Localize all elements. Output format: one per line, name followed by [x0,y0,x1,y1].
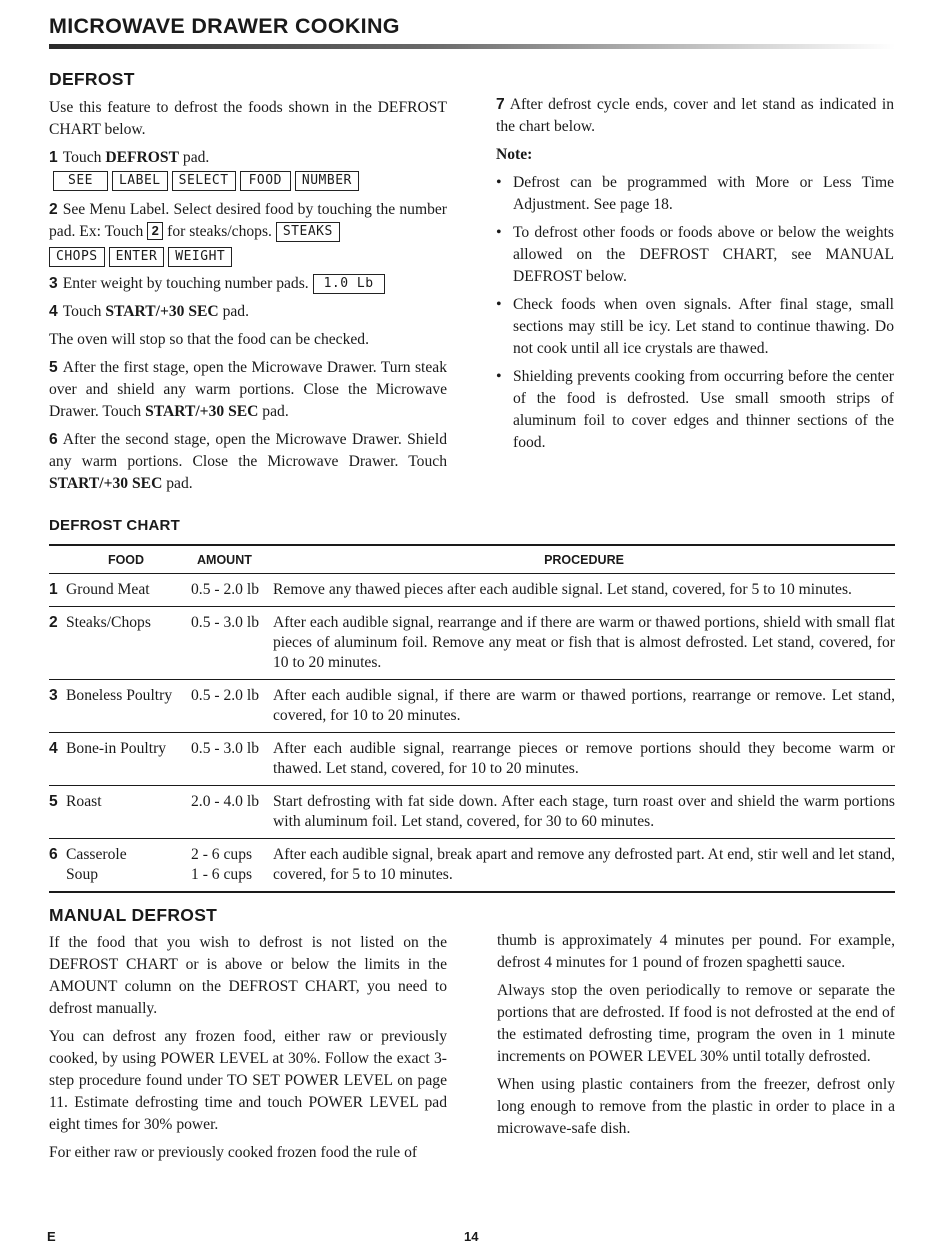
amount-cell: 0.5 - 2.0 lb [191,680,273,733]
note-item: • Check foods when oven signals. After final stage, small sections may still be icy. Let stand to continue thawing. Do not cook until all ice crystals are thawed. [496,294,894,360]
step-4: 4 Touch START/+30 SEC pad. [49,303,249,320]
food-line: Soup [66,866,99,883]
step-number: 3 [49,275,58,292]
manual-paragraph: For either raw or previously cooked frozen food the rule of [49,1144,418,1161]
manual-paragraph: thumb is approximately 4 minutes per pound. For example, defrost 4 minutes for 1 pound of frozen spaghetti sauce. [497,932,895,971]
food-line: Casserole [66,846,127,863]
manual-left-column [49,932,447,1170]
table-row [49,733,895,786]
column-header-amount: AMOUNT [191,545,273,574]
step-number: 2 [49,201,58,218]
notes-list [496,172,894,454]
food-cell: Boneless Poultry [66,680,191,733]
step-2: 2 See Menu Label. Select desired food by touching the number pad. Ex: Touch 2 for steaks/chops. STEAKS CHOPS ENTER WEIGHT [49,199,447,267]
page-number: 14 [464,1229,479,1244]
amount-cell: 0.5 - 2.0 lb [191,574,273,607]
step-3: 3 Enter weight by touching number pads. 1.0 Lb [49,273,447,295]
stop-note: The oven will stop so that the food can be checked. [49,331,370,348]
row-number: 5 [49,786,66,839]
table-row [49,786,895,839]
lcd-word: FOOD [240,171,291,191]
lcd-word: ENTER [109,247,165,267]
lcd-word: STEAKS [276,222,340,242]
table-row [49,839,895,893]
table-row [49,574,895,607]
procedure-cell: After each audible signal, if there are warm or thawed portions, rearrange or remove. Let stand, covered, for 10 to 20 minutes. [273,680,895,733]
note-item: • Shielding prevents cooking from occurring before the center of the food is defrosted. Use small smooth strips of aluminum foil to cover edges and thinner sections of the food. [496,366,894,454]
start-pad-label: START/+30 SEC [145,403,259,420]
row-number: 6 [49,839,66,893]
row-number: 4 [49,733,66,786]
food-cell: Bone-in Poultry [66,733,191,786]
food-cell: Ground Meat [66,574,191,607]
food-cell: Roast [66,786,191,839]
manual-paragraph: Always stop the oven periodically to remove or separate the portions that are defrosted. If food is not defrosted at the end of the estimated defrosting time, program the oven in 1 minute increments on POWER LEVEL 30% until totally defrosted. [497,982,895,1065]
lcd-word: NUMBER [295,171,359,191]
start-pad-label: START/+30 SEC [105,303,219,320]
step-6: 6 After the second stage, open the Microwave Drawer. Shield any warm portions. Close the Microwave Drawer. Touch START/+30 SEC pad. [49,431,447,492]
manual-defrost-heading: MANUAL DEFROST [49,905,218,925]
amount-cell: 0.5 - 3.0 lb [191,733,273,786]
lcd-word: SEE [53,171,108,191]
procedure-cell: Remove any thawed pieces after each audible signal. Let stand, covered, for 5 to 10 minutes. [273,574,895,607]
step-number: 6 [49,431,58,448]
lcd-word: WEIGHT [168,247,232,267]
note-label: Note: [496,146,533,163]
manual-paragraph: When using plastic containers from the freezer, defrost only long enough to remove from the plastic in order to place in a microwave-safe dish. [497,1076,895,1137]
defrost-chart-table [49,544,895,893]
step-5: 5 After the first stage, open the Microwave Drawer. Turn steak over and shield any warm portions. Close the Microwave Drawer. Touch START/+30 SEC pad. [49,359,447,420]
amount-cell [191,839,273,893]
footer-language-letter: E [47,1229,56,1244]
amount-cell: 0.5 - 3.0 lb [191,607,273,680]
step-1: 1 Touch DEFROST pad. [49,149,210,166]
defrost-left-column [49,97,447,501]
manual-paragraph: If the food that you wish to defrost is not listed on the DEFROST CHART or is above or below the limits in the AMOUNT column on the DEFROST CHART, you need to defrost manually. [49,934,447,1017]
manual-right-column [497,930,895,1146]
number-pad-key: 2 [147,222,163,240]
step-number: 1 [49,149,58,166]
lcd-word: CHOPS [49,247,105,267]
start-pad-label: START/+30 SEC [49,475,163,492]
note-item: • Defrost can be programmed with More or Less Time Adjustment. See page 18. [496,172,894,216]
note-item: • To defrost other foods or foods above or below the weights allowed on the DEFROST CHART, see MANUAL DEFROST below. [496,222,894,288]
row-number: 3 [49,680,66,733]
procedure-cell: After each audible signal, rearrange and if there are warm or thawed portions, shield with small flat pieces of aluminum foil. Remove any meat or fish that is almost defrosted. Let stand, covered, for 10 to 20 minutes. [273,607,895,680]
defrost-chart-heading: DEFROST CHART [49,517,180,534]
food-cell [66,839,191,893]
procedure-cell: Start defrosting with fat side down. After each stage, turn roast over and shield the warm portions with aluminum foil. Let stand, covered, for 30 to 60 minutes. [273,786,895,839]
lcd-weight: 1.0 Lb [313,274,385,294]
page-title: MICROWAVE DRAWER COOKING [49,14,400,38]
lcd-word: LABEL [112,171,168,191]
table-row [49,680,895,733]
procedure-cell: After each audible signal, rearrange pieces or remove portions should they become warm or thawed. Let stand, covered, for 10 to 20 minutes. [273,733,895,786]
defrost-pad-label: DEFROST [105,149,179,166]
amount-line: 1 - 6 cups [191,866,253,883]
row-number: 2 [49,607,66,680]
step-7: 7 After defrost cycle ends, cover and let stand as indicated in the chart below. [496,96,894,135]
step-number: 4 [49,303,58,320]
column-header-food: FOOD [49,545,191,574]
amount-cell: 2.0 - 4.0 lb [191,786,273,839]
defrost-heading: DEFROST [49,69,135,89]
lcd-display-2 [49,247,447,267]
procedure-cell: After each audible signal, break apart and remove any defrosted part. At end, stir well and let stand, covered, for 5 to 10 minutes. [273,839,895,893]
lcd-word: SELECT [172,171,236,191]
defrost-right-column [496,94,894,460]
defrost-intro: Use this feature to defrost the foods shown in the DEFROST CHART below. [49,99,447,138]
amount-line: 2 - 6 cups [191,846,253,863]
food-cell: Steaks/Chops [66,607,191,680]
manual-paragraph: You can defrost any frozen food, either raw or previously cooked, by using POWER LEVEL at 30%. Follow the exact 3-step procedure found under TO SET POWER LEVEL on page 11. Estimate defrosting time and touch POWER LEVEL pad eight times for 30% power. [49,1028,447,1133]
table-row [49,607,895,680]
step-number: 7 [496,96,505,113]
step-number: 5 [49,359,58,376]
lcd-display-1 [53,171,447,191]
column-header-procedure: PROCEDURE [273,545,895,574]
title-rule [49,44,895,49]
row-number: 1 [49,574,66,607]
table-header-row [49,545,895,574]
